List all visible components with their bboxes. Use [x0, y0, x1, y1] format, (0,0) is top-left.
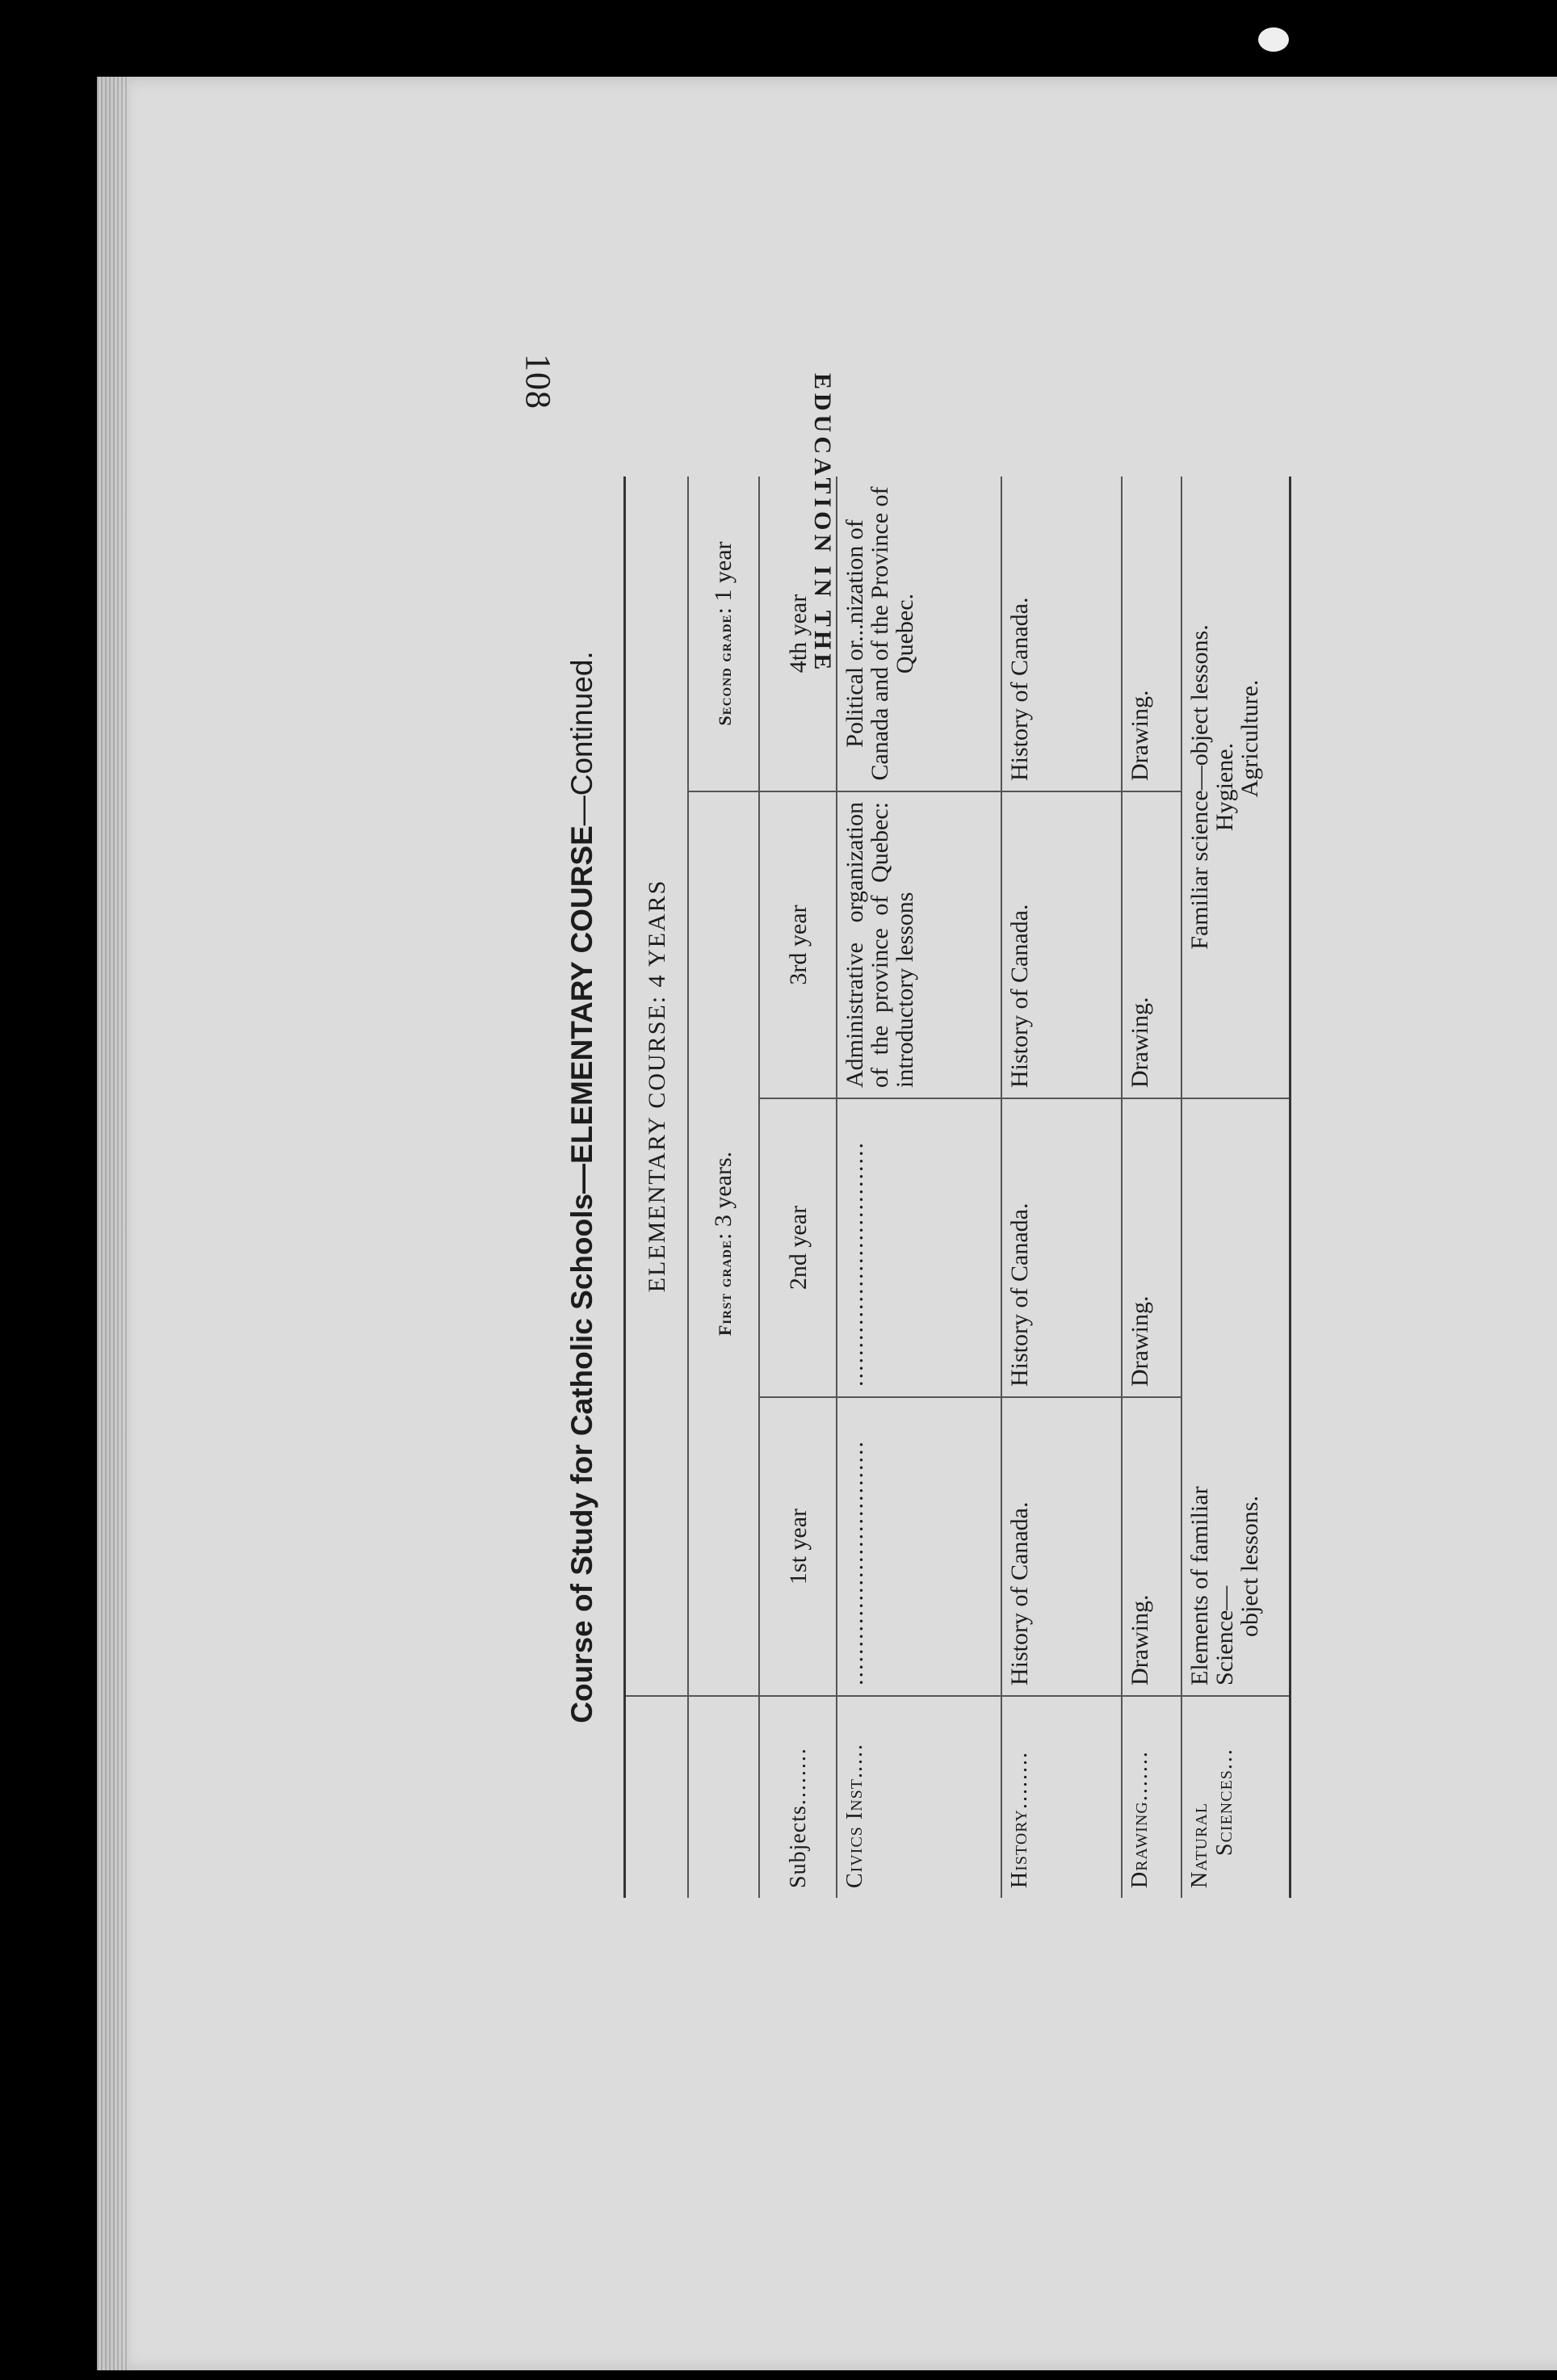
history-label: History........ — [1001, 1696, 1122, 1898]
table-title-continued: —Continued. — [565, 651, 598, 826]
drawing-y2: Drawing. — [1122, 1098, 1181, 1397]
first-grade-heading: First grade: 3 years. — [688, 791, 759, 1696]
subjects-label: Subjects........ — [759, 1696, 837, 1898]
drawing-y3: Drawing. — [1122, 791, 1181, 1098]
civics-row — [837, 476, 1001, 1898]
drawing-row — [1122, 476, 1181, 1898]
ink-blot — [1258, 27, 1289, 52]
history-y4: History of Canada. — [1001, 476, 1122, 791]
second-grade-heading: Second grade: 1 year — [688, 476, 759, 791]
year-heading-row — [759, 476, 837, 1898]
page-edge — [97, 77, 129, 2370]
civics-y2: ................................ — [837, 1098, 1001, 1397]
civics-y3: Administrative organization of the province of Quebec: introductory lessons — [837, 791, 1001, 1098]
course-table-block — [549, 476, 1389, 1898]
history-y1: History of Canada. — [1001, 1397, 1122, 1696]
natural-sciences-y3-y4: Familiar science—object lessons. Hygiene. Agriculture. — [1181, 476, 1291, 1098]
year-3-heading: 3rd year — [759, 791, 837, 1098]
course-table — [623, 476, 1291, 1898]
history-y3: History of Canada. — [1001, 791, 1122, 1098]
natural-sciences-row — [1181, 476, 1291, 1898]
drawing-y1: Drawing. — [1122, 1397, 1181, 1696]
civics-y4: Political or...nization of Canada and of the Province of Quebec. — [837, 476, 1001, 791]
blank-corner — [625, 1696, 689, 1898]
natural-sciences-label: Natural Sciences... — [1187, 1748, 1237, 1888]
year-1-heading: 1st year — [759, 1397, 837, 1696]
history-row — [1001, 476, 1122, 1898]
drawing-label: Drawing....... — [1122, 1696, 1181, 1898]
natural-sciences-y1-y2: Elements of familiar Science— object lessons. — [1181, 1098, 1291, 1696]
civics-y1: ................................ — [837, 1397, 1001, 1696]
table-title — [549, 476, 615, 1898]
page-number: 108 — [518, 354, 558, 409]
table-main-heading-row — [625, 476, 689, 1898]
grade-heading-row — [688, 476, 759, 1898]
history-y2: History of Canada. — [1001, 1098, 1122, 1397]
table-title-main: Course of Study for Catholic Schools—ELEMENTARY COURSE — [565, 825, 598, 1723]
running-head: EDUCATION IN THE — [809, 373, 836, 674]
drawing-y4: Drawing. — [1122, 476, 1181, 791]
year-4-heading: 4th year — [759, 476, 837, 791]
blank-corner-2 — [688, 1696, 759, 1898]
year-2-heading: 2nd year — [759, 1098, 837, 1397]
elementary-course-heading: ELEMENTARY COURSE: 4 YEARS — [625, 476, 689, 1696]
civics-label: Civics Inst..... — [837, 1696, 1001, 1898]
